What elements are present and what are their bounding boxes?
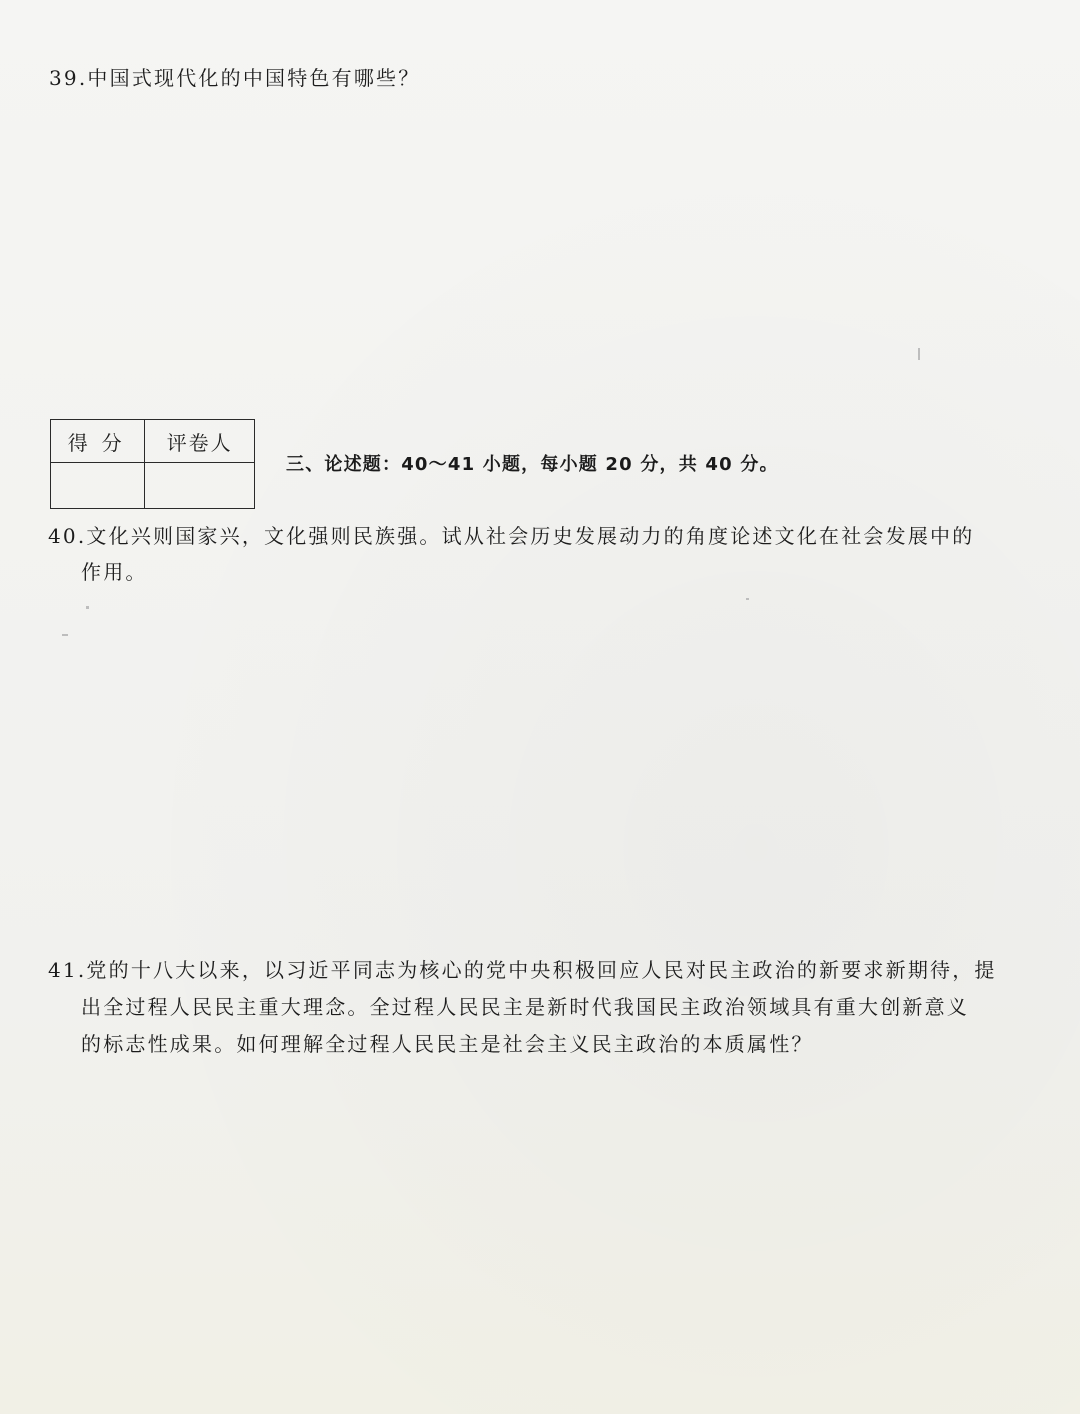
question-39 [49, 60, 420, 96]
stray-mark [746, 598, 749, 600]
question-41-number: 41. [48, 958, 87, 982]
question-40-line2: 作用。 [81, 560, 148, 584]
section-3-heading: 三、论述题：40～41 小题，每小题 20 分，共 40 分。 [286, 454, 779, 475]
score-label: 得分 [51, 420, 145, 463]
question-39-number: 39. [49, 66, 88, 90]
question-39-text: 中国式现代化的中国特色有哪些？ [87, 66, 421, 90]
grader-cell [145, 463, 255, 509]
score-cell [51, 463, 145, 509]
question-40-number: 40. [48, 524, 87, 548]
question-41-line3: 的标志性成果。如何理解全过程人民民主是社会主义民主政治的本质属性？ [81, 1032, 814, 1056]
stray-mark [62, 634, 68, 636]
question-41-line1: 党的十八大以来，以习近平同志为核心的党中央积极回应人民对民主政治的新要求新期待，提 [86, 958, 997, 982]
stray-mark [918, 348, 920, 360]
stray-mark [86, 606, 89, 609]
question-41 [48, 952, 1008, 1063]
question-41-line2: 出全过程人民民主重大理念。全过程人民民主是新时代我国民主政治领域具有重大创新意义 [81, 995, 969, 1019]
question-40 [48, 518, 1008, 590]
grader-label: 评卷人 [145, 420, 255, 463]
score-table [50, 419, 255, 509]
question-40-line1: 文化兴则国家兴，文化强则民族强。试从社会历史发展动力的角度论述文化在社会发展中的 [86, 524, 975, 548]
